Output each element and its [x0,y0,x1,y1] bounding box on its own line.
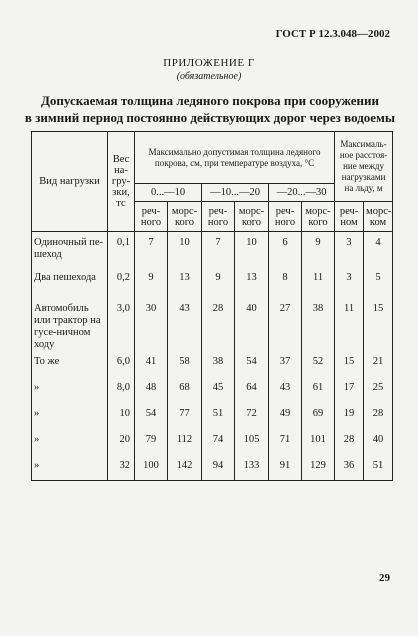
table-row [32,351,393,377]
row-value: 38 [302,298,335,351]
row-value: 28 [202,298,235,351]
row-value: 15 [335,351,364,377]
table-heading-line-2: в зимний период постоянно действующих дорог через водоемы [24,110,396,125]
row-load-type: Одиночный пе-шеход [32,232,108,267]
row-value: 69 [302,403,335,429]
row-value: 9 [135,267,168,298]
ice-thickness-table [31,131,393,481]
row-value: 13 [235,267,269,298]
row-value: 40 [235,298,269,351]
row-value: 51 [364,455,393,481]
row-value: 133 [235,455,269,481]
header-temp-range: —10...—20 [202,184,269,202]
document-code: ГОСТ Р 12.3.048—2002 [275,28,390,40]
row-value: 142 [168,455,202,481]
header-water-type: морс-кого [302,202,335,232]
appendix-title: ПРИЛОЖЕНИЕ Г [163,57,255,69]
row-value: 61 [302,377,335,403]
row-value: 43 [269,377,302,403]
row-weight: 0,1 [108,232,135,267]
row-value: 7 [202,232,235,267]
row-value: 112 [168,429,202,455]
header-water-type: реч-ного [135,202,168,232]
row-weight: 3,0 [108,298,135,351]
row-value: 7 [135,232,168,267]
header-thickness: Максимально допустимая толщина ледяного покрова, см, при температуре воздуха, °С [135,132,335,184]
header-water-type: реч-ного [269,202,302,232]
row-value: 6 [269,232,302,267]
table-row [32,377,393,403]
table-row [32,455,393,481]
header-water-type: морс-кого [235,202,269,232]
row-load-type: » [32,403,108,429]
row-value: 72 [235,403,269,429]
header-weight: Вес на-гру-зки, тс [108,132,135,232]
row-value: 17 [335,377,364,403]
row-value: 77 [168,403,202,429]
table-row [32,298,393,351]
row-weight: 10 [108,403,135,429]
header-temp-range: 0...—10 [135,184,202,202]
row-load-type: » [32,377,108,403]
row-value: 36 [335,455,364,481]
row-value: 94 [202,455,235,481]
row-value: 38 [202,351,235,377]
row-value: 51 [202,403,235,429]
appendix-note: (обязательное) [176,71,242,82]
row-value: 11 [335,298,364,351]
row-value: 129 [302,455,335,481]
header-water-type: морс-кого [168,202,202,232]
row-value: 28 [335,429,364,455]
header-distance: Максималь-ное расстоя-ние между нагрузками на льду, м [335,132,393,202]
row-value: 54 [235,351,269,377]
row-weight: 32 [108,455,135,481]
row-value: 3 [335,267,364,298]
row-value: 25 [364,377,393,403]
table-row [32,429,393,455]
table-heading [14,92,406,126]
table-heading-line-1: Допускаемая толщина ледяного покрова при сооружении [40,93,380,108]
row-weight: 20 [108,429,135,455]
row-value: 68 [168,377,202,403]
row-value: 19 [335,403,364,429]
row-value: 30 [135,298,168,351]
row-value: 100 [135,455,168,481]
page-number: 29 [379,572,390,584]
header-water-type: реч-ного [202,202,235,232]
row-value: 49 [269,403,302,429]
row-weight: 0,2 [108,267,135,298]
row-value: 54 [135,403,168,429]
row-value: 43 [168,298,202,351]
row-load-type: То же [32,351,108,377]
row-value: 52 [302,351,335,377]
header-temp-range: —20...—30 [269,184,335,202]
row-value: 3 [335,232,364,267]
table-row [32,232,393,267]
row-value: 21 [364,351,393,377]
row-value: 13 [168,267,202,298]
row-weight: 8,0 [108,377,135,403]
row-value: 9 [302,232,335,267]
row-value: 71 [269,429,302,455]
row-value: 27 [269,298,302,351]
row-value: 41 [135,351,168,377]
row-value: 5 [364,267,393,298]
row-value: 105 [235,429,269,455]
row-value: 8 [269,267,302,298]
table-row [32,403,393,429]
row-value: 74 [202,429,235,455]
header-water-type: морс-ком [364,202,393,232]
row-value: 11 [302,267,335,298]
row-value: 79 [135,429,168,455]
row-load-type: » [32,455,108,481]
header-load-type: Вид нагрузки [32,132,108,232]
row-value: 28 [364,403,393,429]
row-load-type: Автомобиль или трактор на гусе-ничном ходу [32,298,108,351]
row-value: 37 [269,351,302,377]
row-load-type: Два пешехода [32,267,108,298]
row-value: 48 [135,377,168,403]
row-value: 101 [302,429,335,455]
row-load-type: » [32,429,108,455]
row-value: 45 [202,377,235,403]
row-value: 15 [364,298,393,351]
row-value: 10 [168,232,202,267]
row-value: 40 [364,429,393,455]
row-value: 4 [364,232,393,267]
row-value: 64 [235,377,269,403]
row-value: 58 [168,351,202,377]
row-weight: 6,0 [108,351,135,377]
row-value: 91 [269,455,302,481]
row-value: 10 [235,232,269,267]
table-row [32,267,393,298]
row-value: 9 [202,267,235,298]
header-water-type: реч-ном [335,202,364,232]
